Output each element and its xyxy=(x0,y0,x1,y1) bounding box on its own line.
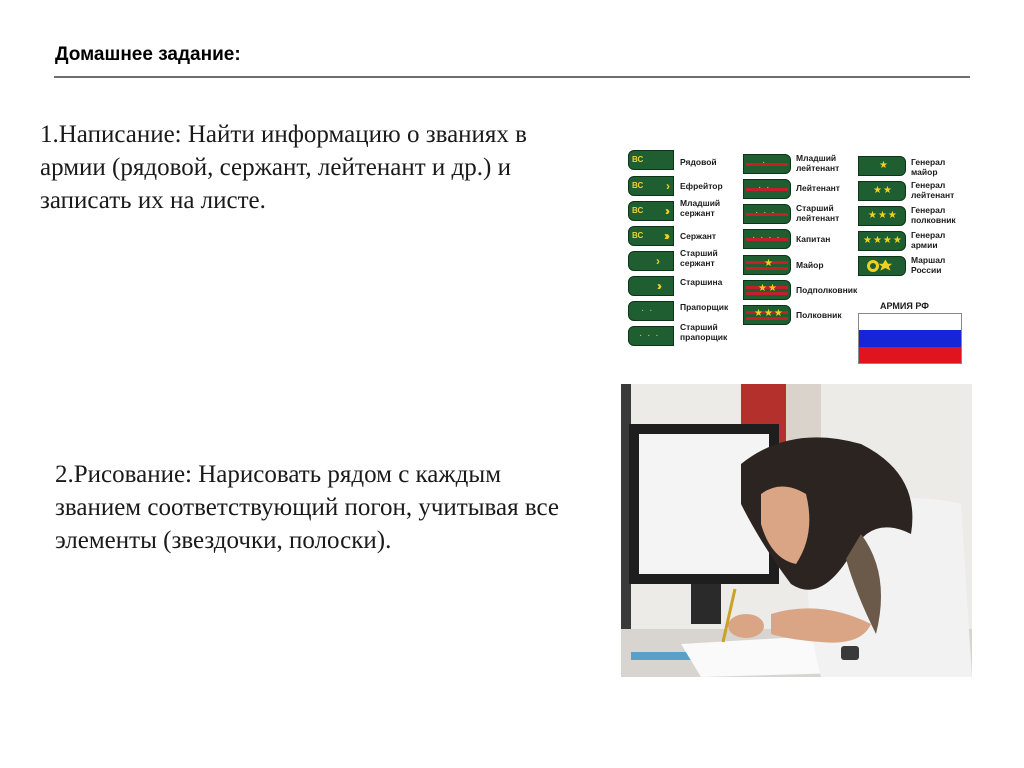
stripe xyxy=(746,163,788,166)
military-ranks-chart xyxy=(622,146,972,368)
strap-senior-lieutenant xyxy=(743,204,791,224)
rank-label: Старшина xyxy=(680,277,723,287)
rank-label: Рядовой xyxy=(680,157,717,167)
flag-red-stripe xyxy=(859,347,961,363)
star-icon: · · · xyxy=(755,207,776,218)
chevron-icon: › xyxy=(656,254,657,268)
star-icon: · · · xyxy=(639,330,660,341)
star-icon: ★★★★ xyxy=(863,235,903,246)
flag-white-stripe xyxy=(859,314,961,330)
vs-emblem: ВС xyxy=(632,231,644,240)
marshal-emblem-icon xyxy=(859,257,905,275)
russian-flag xyxy=(858,313,962,364)
rank-label: Майор xyxy=(796,260,824,270)
strap-colonel xyxy=(743,305,791,325)
vs-emblem: ВС xyxy=(632,155,644,164)
rank-label: Генерал майор xyxy=(911,157,946,177)
strap-senior-sergeant xyxy=(628,251,674,271)
strap-lance-corporal xyxy=(628,176,674,196)
chevron-icon: ›› xyxy=(665,204,667,218)
strap-warrant-officer xyxy=(628,301,674,321)
flag-blue-stripe xyxy=(859,330,961,346)
rank-label: Генерал лейтенант xyxy=(911,180,955,200)
photo-student-drawing xyxy=(621,384,972,677)
strap-major xyxy=(743,255,791,275)
star-icon: ★ xyxy=(764,258,774,269)
star-icon: ★ xyxy=(879,160,889,171)
star-icon: ★★★ xyxy=(754,308,784,319)
star-icon: ★★ xyxy=(758,283,778,294)
strap-starshina xyxy=(628,276,674,296)
student-drawing-illustration xyxy=(621,384,972,677)
flag-title: АРМИЯ РФ xyxy=(880,301,929,311)
strap-lieutenant-general xyxy=(858,181,906,201)
strap-marshal xyxy=(858,256,906,276)
rank-label: Старший прапорщик xyxy=(680,322,728,342)
rank-label: Подполковник xyxy=(796,285,858,295)
rank-label: Прапорщик xyxy=(680,302,729,312)
chevron-icon: ›› xyxy=(657,279,659,293)
chevron-icon: ››› xyxy=(664,229,667,243)
rank-label: Ефрейтор xyxy=(680,181,723,191)
title-divider xyxy=(54,76,970,78)
star-icon: · · xyxy=(641,305,654,316)
rank-label: Полковник xyxy=(796,310,842,320)
task-drawing: 2.Рисование: Нарисовать рядом с каждым званием соответствующий погон, учитывая все элементы (звездочки, полоски). xyxy=(55,461,559,554)
rank-label: Младший лейтенант xyxy=(796,153,840,173)
rank-label: Капитан xyxy=(796,234,831,244)
task-writing: 1.Написание: Найти информацию о званиях в армии (рядовой, сержант, лейтенант и др.) и записать их на листе. xyxy=(40,121,527,214)
star-icon: · xyxy=(762,157,767,168)
strap-junior-sergeant xyxy=(628,201,674,221)
strap-junior-lieutenant xyxy=(743,154,791,174)
rank-label: Старший лейтенант xyxy=(796,203,840,223)
strap-lieutenant-colonel xyxy=(743,280,791,300)
rank-label: Лейтенант xyxy=(796,183,840,193)
star-icon: ★★ xyxy=(873,185,893,196)
strap-sergeant xyxy=(628,226,674,246)
strap-captain xyxy=(743,229,791,249)
rank-label: Младший сержант xyxy=(680,198,721,218)
rank-label: Генерал армии xyxy=(911,230,946,250)
star-icon: · · · · xyxy=(752,232,781,243)
strap-lieutenant xyxy=(743,179,791,199)
star-icon: ★★★ xyxy=(868,210,898,221)
page-title: Домашнее задание: xyxy=(55,44,241,65)
vs-emblem: ВС xyxy=(632,181,644,190)
chevron-icon: › xyxy=(666,179,667,193)
rank-label: Генерал полковник xyxy=(911,205,956,225)
vs-emblem: ВС xyxy=(632,206,644,215)
strap-major-general xyxy=(858,156,906,176)
strap-colonel-general xyxy=(858,206,906,226)
rank-label: Маршал России xyxy=(911,255,946,275)
strap-army-general xyxy=(858,231,906,251)
strap-senior-warrant-officer xyxy=(628,326,674,346)
strap-private xyxy=(628,150,674,170)
rank-label: Старший сержант xyxy=(680,248,718,268)
star-icon: · · xyxy=(758,182,771,193)
rank-label: Сержант xyxy=(680,231,717,241)
